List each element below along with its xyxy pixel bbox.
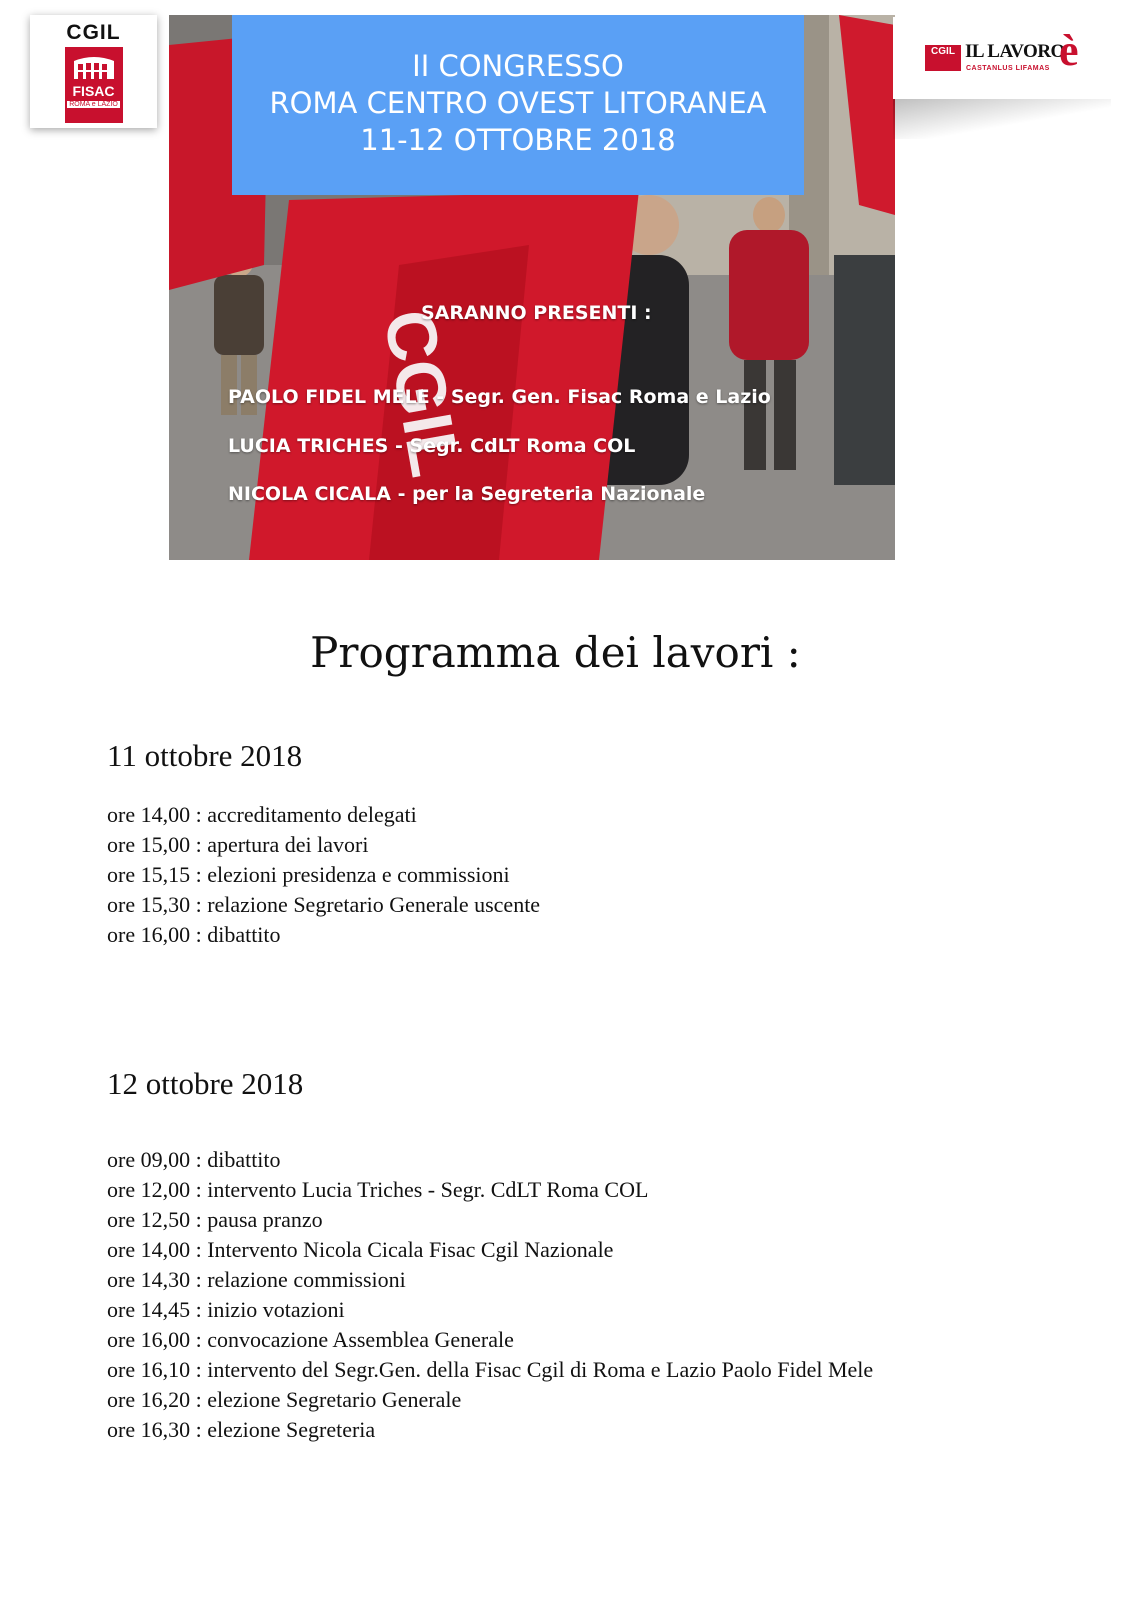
presenti-item: PAOLO FIDEL MELE - Segr. Gen. Fisac Roma e Lazio xyxy=(228,386,771,408)
title-line-2: ROMA CENTRO OVEST LITORANEA xyxy=(269,86,767,120)
schedule-item: ore 14,30 : relazione commissioni xyxy=(107,1267,406,1292)
schedule-day-2 xyxy=(107,1145,873,1445)
cgil-fisac-logo xyxy=(30,15,157,128)
presenti-item: NICOLA CICALA - per la Segreteria Nazionale xyxy=(228,483,706,505)
il-lavoro-logo xyxy=(893,17,1111,99)
fisac-emblem xyxy=(65,47,123,123)
day-title: 12 ottobre 2018 xyxy=(107,1066,304,1101)
colosseum-icon xyxy=(72,51,116,81)
schedule-item: ore 14,00 : accreditamento delegati xyxy=(107,802,417,827)
schedule-item: ore 15,00 : apertura dei lavori xyxy=(107,832,369,857)
logo-sub-text: CASTANLUS LIFAMAS xyxy=(966,65,1050,72)
schedule-item: ore 16,30 : elezione Segreteria xyxy=(107,1417,376,1442)
logo-shadow xyxy=(893,99,1111,139)
logo-cgil-text: CGIL xyxy=(66,21,121,44)
schedule-item: ore 15,30 : relazione Segretario Generale uscente xyxy=(107,892,541,917)
schedule-item: ore 16,00 : convocazione Assemblea Generale xyxy=(107,1327,514,1352)
schedule-item: ore 12,00 : intervento Lucia Triches - Segr. CdLT Roma COL xyxy=(107,1177,649,1202)
logo-roma-text: ROMA e LAZIO xyxy=(69,101,118,108)
title-line-3: 11-12 OTTOBRE 2018 xyxy=(360,123,676,157)
schedule-day-1 xyxy=(107,800,540,950)
schedule-item: ore 09,00 : dibattito xyxy=(107,1147,281,1172)
title-line-1: II CONGRESSO xyxy=(412,49,624,83)
logo-lavoro-text: IL LAVORO xyxy=(965,41,1065,62)
presenti-item: LUCIA TRICHES - Segr. CdLT Roma COL xyxy=(228,435,636,457)
logo-e-accent: è xyxy=(1059,26,1079,75)
presenti-heading: SARANNO PRESENTI : xyxy=(421,302,652,324)
logo-fisac-text: FISAC xyxy=(72,83,115,99)
schedule-item: ore 12,50 : pausa pranzo xyxy=(107,1207,323,1232)
schedule-item: ore 16,00 : dibattito xyxy=(107,922,281,947)
svg-text:CGIL: CGIL xyxy=(369,304,476,483)
day-title: 11 ottobre 2018 xyxy=(107,738,303,773)
program-heading: Programma dei lavori : xyxy=(310,628,801,677)
schedule-item: ore 14,00 : Intervento Nicola Cicala Fisac Cgil Nazionale xyxy=(107,1237,614,1262)
schedule-item: ore 16,10 : intervento del Segr.Gen. della Fisac Cgil di Roma e Lazio Paolo Fidel Mele xyxy=(107,1357,874,1382)
schedule-item: ore 16,20 : elezione Segretario Generale xyxy=(107,1387,462,1412)
schedule-item: ore 14,45 : inizio votazioni xyxy=(107,1297,345,1322)
schedule-item: ore 15,15 : elezioni presidenza e commissioni xyxy=(107,862,510,887)
logo-mini-cgil: CGIL xyxy=(925,45,961,71)
congress-title-box xyxy=(232,15,804,195)
